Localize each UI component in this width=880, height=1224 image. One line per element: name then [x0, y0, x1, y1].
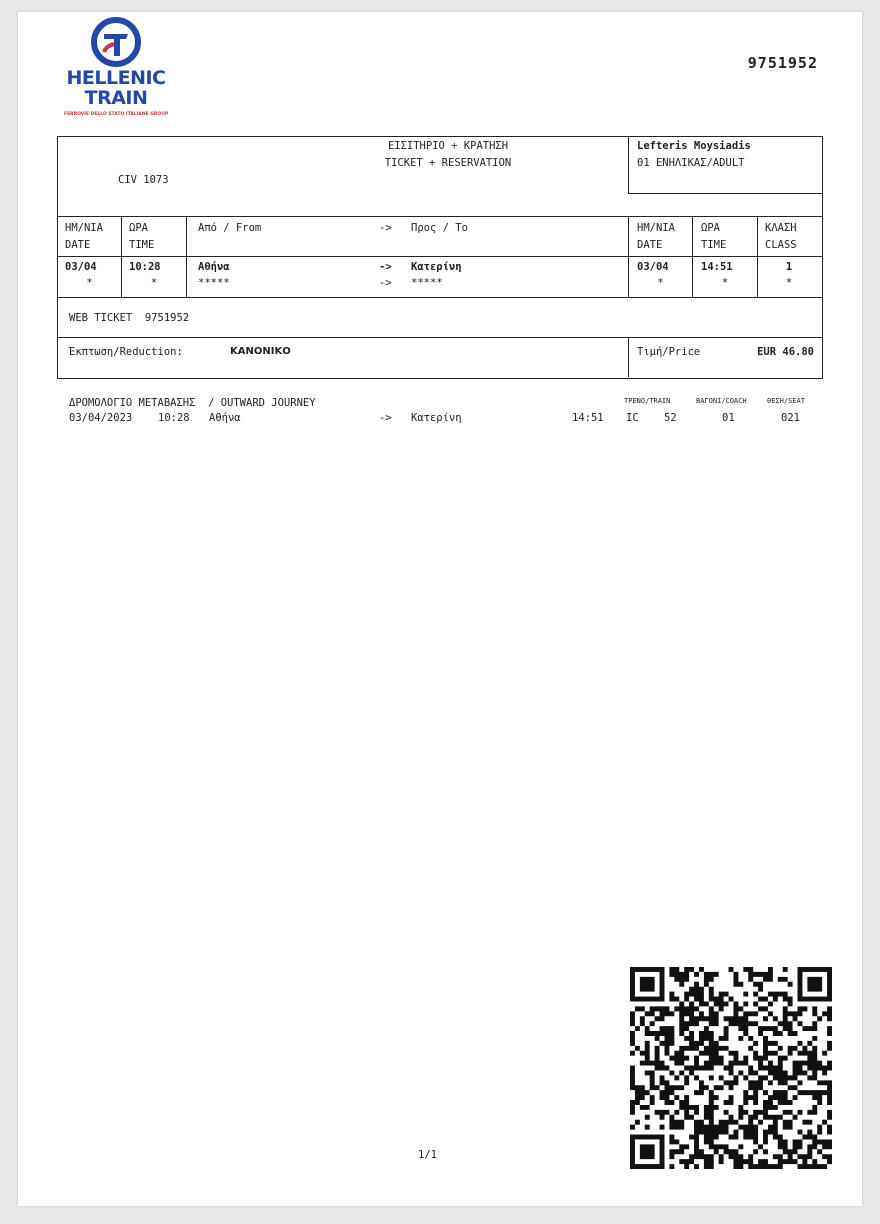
from-stars: *****	[198, 277, 230, 289]
row-arrow-2: ->	[379, 277, 392, 289]
logo-line2: TRAIN	[84, 87, 148, 109]
passenger-type: 01 ΕΝΗΛΙΚΑΣ/ADULT	[637, 157, 745, 169]
reduction-value: ΚΑΝΟΝΙΚΟ	[230, 346, 291, 357]
ticket-title-greek: ΕΙΣΙΤΗΡΙΟ + ΚΡΑΤΗΣΗ	[387, 140, 509, 152]
itinerary-col-coach: ΒΑΓΟΝΙ/COACH	[696, 397, 747, 405]
qr-code-icon	[630, 967, 832, 1169]
hellenic-train-logo	[64, 16, 168, 122]
ticket-page	[18, 12, 862, 1206]
logo-line1: HELLENIC	[66, 67, 166, 89]
itinerary-seat: 021	[781, 412, 800, 424]
to-stars: *****	[411, 277, 443, 289]
dep-date: 03/04	[65, 261, 97, 273]
itinerary-coach: 01	[722, 412, 735, 424]
col-date-en: DATE	[65, 239, 91, 251]
col-time-en: TIME	[129, 239, 155, 251]
itinerary-col-seat: ΘΕΣΗ/SEAT	[767, 397, 805, 405]
itinerary-col-train: ΤΡΕΝΟ/TRAIN	[624, 397, 671, 405]
col-class-gr: ΚΛΑΣΗ	[765, 222, 797, 234]
arr-date-star: *	[657, 277, 664, 289]
page-number: 1/1	[418, 1149, 437, 1161]
itinerary-train-no: 52	[664, 412, 677, 424]
col-arr-time-gr: ΩΡΑ	[701, 222, 720, 234]
price-value: EUR 46.80	[757, 346, 814, 358]
dep-time-star: *	[150, 277, 158, 289]
col-arrow: ->	[379, 222, 392, 234]
itinerary-to: Κατερίνη	[411, 412, 462, 424]
dep-time: 10:28	[129, 261, 161, 273]
col-arr-date-gr: ΗΜ/ΝΙΑ	[637, 222, 675, 234]
travel-class: 1	[785, 261, 793, 273]
web-ticket: WEB TICKET 9751952	[69, 312, 190, 324]
itinerary-arr-time: 14:51	[572, 412, 604, 424]
logo-emblem-icon	[90, 16, 142, 68]
logo-subtitle: FERROVIE DELLO STATO ITALIANE GROUP	[64, 112, 169, 117]
to-station: Κατερίνη	[411, 261, 462, 273]
reduction-label: Έκπτωση/Reduction:	[69, 346, 183, 358]
arr-date: 03/04	[637, 261, 669, 273]
row-arrow: ->	[379, 261, 392, 273]
col-date-gr: ΗΜ/ΝΙΑ	[65, 222, 103, 234]
itinerary-train-type: IC	[626, 412, 639, 424]
from-station: Αθήνα	[198, 261, 230, 273]
ticket-title-english: TICKET + RESERVATION	[384, 157, 512, 169]
civ-code: CIV 1073	[118, 174, 169, 186]
class-star: *	[785, 277, 793, 289]
col-arr-date-en: DATE	[637, 239, 663, 251]
price-label: Τιμή/Price	[637, 346, 701, 358]
itinerary-heading: ΔΡΟΜΟΛΟΓΙΟ ΜΕΤΑΒΑΣΗΣ / OUTWARD JOURNEY	[69, 397, 316, 409]
dep-date-star: *	[86, 277, 93, 289]
itinerary-from: Αθήνα	[209, 412, 241, 424]
itinerary-date: 03/04/2023	[69, 412, 133, 424]
itinerary-dep-time: 10:28	[158, 412, 190, 424]
itinerary-arrow: ->	[379, 412, 392, 424]
col-from: Από / From	[198, 222, 262, 234]
col-arr-time-en: TIME	[701, 239, 727, 251]
arr-time: 14:51	[701, 261, 733, 273]
arr-time-star: *	[721, 277, 729, 289]
col-class-en: CLASS	[765, 239, 797, 251]
col-to: Προς / To	[411, 222, 468, 234]
ticket-number: 9751952	[747, 54, 818, 72]
col-time-gr: ΩΡΑ	[129, 222, 148, 234]
passenger-name: Lefteris Moysiadis	[637, 140, 751, 152]
